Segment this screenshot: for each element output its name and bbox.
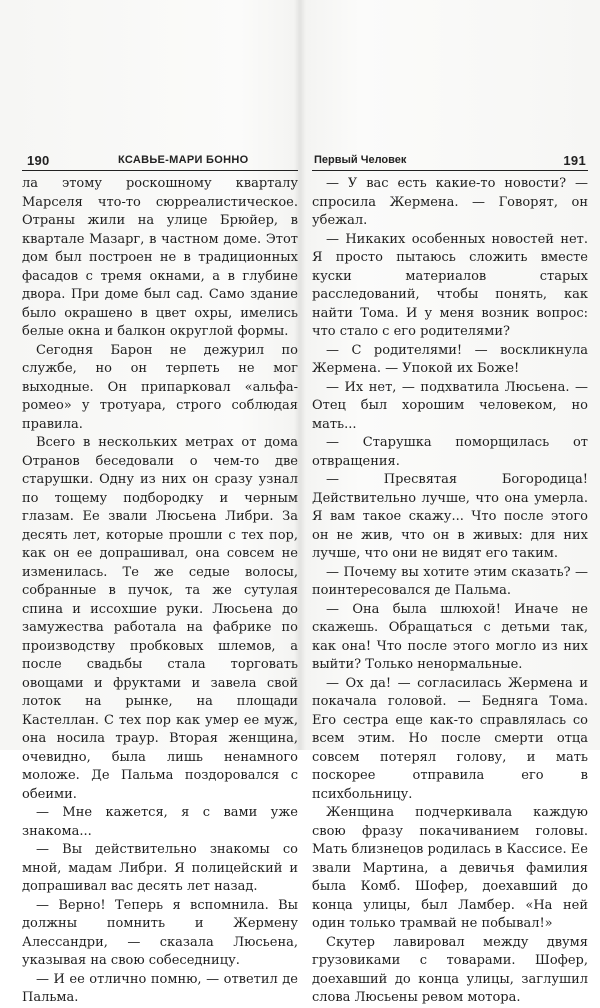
paragraph: — Почему вы хотите этим сказать? — поинтересовался де Пальма. xyxy=(312,564,588,598)
paragraph: Сегодня Барон не дежурил по службе, но он терпеть не мог выходные. Он припарковал «альфа-ромео» у тротуара, строго соблюдая правила. xyxy=(22,342,298,432)
paragraph: Скутер лавировал между двумя грузовиками с товарами. Шофер, доехавший до конца улицы, заглушил слова Люсьены ревом мотора. xyxy=(312,934,588,1005)
paragraph: — Старушка поморщилась от отвращения. xyxy=(312,435,588,469)
paragraph: — Вы действительно знакомы со мной, мадам Либри. Я полицейский и допрашивал вас десять лет назад. xyxy=(22,842,298,894)
paragraph: Всего в нескольких метрах от дома Отранов беседовали о чем-то две старушки. Одну из них он сразу узнал по тощему подбородку и черным глазам. Ее звали Люсьена Либри. За десять лет, которые прошли с тех пор, как он ее допрашивал, она совсем не изменилась. Те же седые волосы, собранные в пучок, та же сутулая спина и иссохшие руки. Люсьена до замужества работала на фабрике по производству пробковых шлемов, а после свадьбы стала торговать овощами и фруктами и завела свой лоток на рынке, на площади Кастеллан. С тех пор как умер ее муж, она носила траур. Вторая женщина, очевидно, была лишь ненамного моложе. Де Пальма поздоровался с обеими. xyxy=(22,435,298,802)
right-page xyxy=(312,150,588,1005)
right-page-text xyxy=(312,175,588,1008)
right-running-head xyxy=(312,150,588,171)
right-running-title: Первый Человек xyxy=(314,154,407,166)
right-page-number: 191 xyxy=(563,153,586,168)
paragraph: — Никаких особенных новостей нет. Я просто пытаюсь сложить вместе куски материалов старых расследований, чтобы понять, как найти Тома. И у меня возник вопрос: что стало с его родителями? xyxy=(312,231,588,339)
paragraph: — У вас есть какие-то новости? — спросила Жермена. — Говорят, он убежал. xyxy=(312,176,588,228)
left-page-number: 190 xyxy=(27,153,50,168)
paragraph: — Верно! Теперь я вспомнила. Вы должны помнить и Жермену Алессандри, — сказала Люсьена, указывая на свою собеседницу. xyxy=(22,897,298,968)
paragraph: — Их нет, — подхватила Люсьена. — Отец был хорошим человеком, но мать... xyxy=(312,379,588,432)
paragraph: — Она была шлюхой! Иначе не скажешь. Обращаться с детьми так, как она! Что после этого могло из них выйти? Только ненормальные. xyxy=(312,601,588,672)
paragraph: Женщина подчеркивала каждую свою фразу покачиванием головы. Мать близнецов родилась в Кассисе. Ее звали Мартина, а девичья фамилия была Комб. Шофер, доехавший до конца улицы, был Ламбер. «На ней один только трамвай не побывал!» xyxy=(312,805,588,931)
paragraph: — Ох да! — согласилась Жермена и покачала головой. — Бедняга Тома. Его сестра еще как-то справлялась со всем этим. Но после смерти отца совсем потерял голову, и мать поскорее отправила его в психбольницу. xyxy=(312,675,588,802)
paragraph: — И ее отлично помню, — ответил де Пальма. xyxy=(22,971,298,1005)
paragraph: — С родителями! — воскликнула Жермена. — Упокой их Боже! xyxy=(312,342,588,376)
paragraph: — Пресвятая Богородица! Действительно лучше, что она умерла. Я вам такое скажу... Что после этого он не жив, что он в живых: для них лучше, что они не видят его таким. xyxy=(312,472,588,561)
paragraph: ла этому роскошному кварталу Марселя что-то сюрреалистическое. Отраны жили на улице Брюйер, в квартале Мазарг, в частном доме. Этот дом был построен не в традиционных фасадов с тремя окнами, а в глубине двора. При доме был сад. Само здание было окрашено в цвет охры, имелись белые окна и балкон округлой формы. xyxy=(22,176,298,339)
left-page-text xyxy=(22,175,298,1008)
left-running-title: КСАВЬЕ-МАРИ БОННО xyxy=(118,154,249,166)
left-page xyxy=(22,150,298,1005)
left-running-head xyxy=(22,150,298,171)
paragraph: — Мне кажется, я с вами уже знакома... xyxy=(22,805,298,839)
